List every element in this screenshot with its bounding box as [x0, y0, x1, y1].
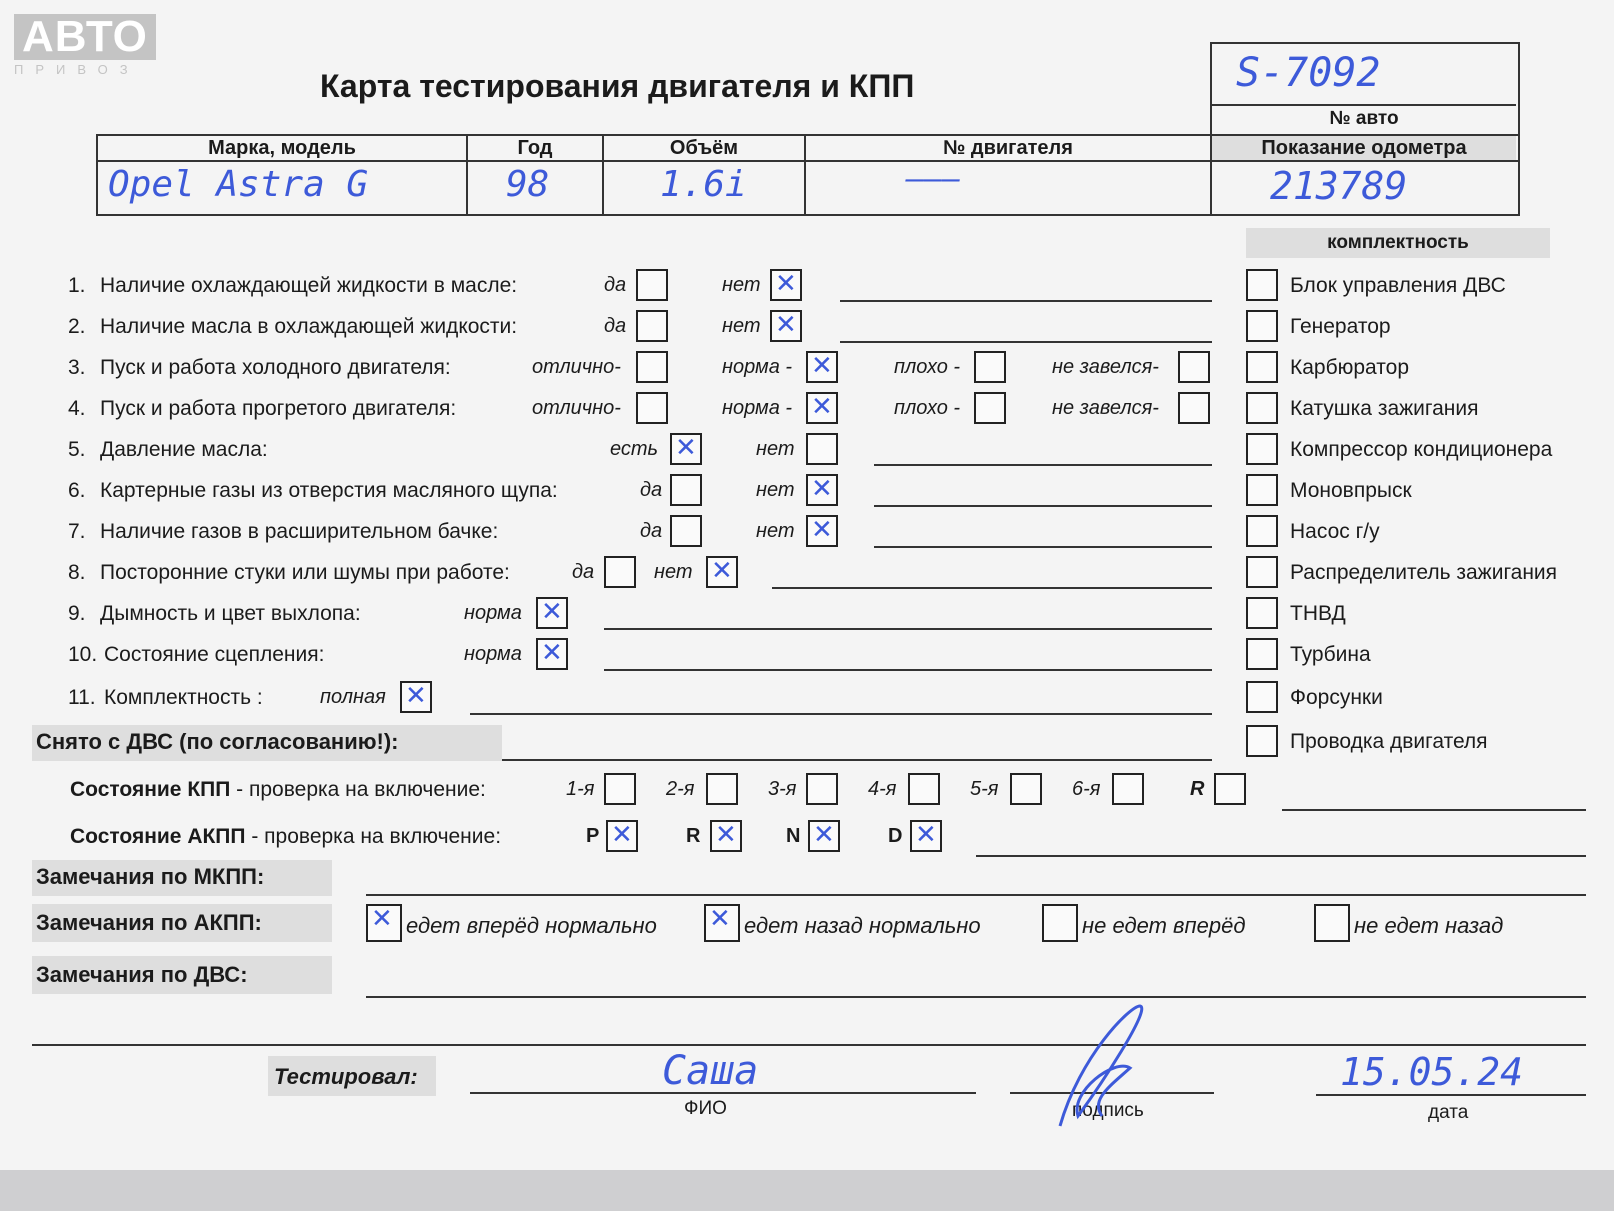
option-checkbox[interactable]	[806, 351, 838, 383]
car-number-label: № авто	[1329, 108, 1399, 129]
gear-checkbox[interactable]	[806, 773, 838, 805]
date-line	[1316, 1094, 1586, 1096]
col-odometer: Показание одометра	[1261, 137, 1467, 159]
item-number: 2.	[68, 315, 86, 338]
akpp-mode-label: R	[686, 825, 701, 847]
item-label: Комплектность :	[104, 686, 263, 709]
kompl-checkbox[interactable]	[1246, 638, 1278, 670]
kompl-item: Форсунки	[1290, 686, 1383, 709]
option-label: нет	[722, 274, 761, 296]
option-label: отлично-	[532, 356, 621, 378]
remark-line	[366, 894, 1586, 896]
fio-label: ФИО	[684, 1098, 727, 1119]
option-checkbox[interactable]	[536, 597, 568, 629]
akpp-mode-checkbox[interactable]	[808, 820, 840, 852]
kompl-checkbox[interactable]	[1246, 269, 1278, 301]
avtoprivoz-logo	[14, 14, 156, 77]
kpp-label	[70, 778, 486, 802]
signature-label: подпись	[1072, 1100, 1144, 1121]
remark-line	[840, 341, 1212, 343]
option-label: да	[640, 520, 663, 542]
gear-checkbox[interactable]	[1010, 773, 1042, 805]
remark-line	[874, 464, 1212, 466]
option-label: нет	[654, 561, 693, 583]
kompl-checkbox[interactable]	[1246, 681, 1278, 713]
option-label: не завелся-	[1052, 397, 1159, 419]
option-label: плохо -	[894, 356, 961, 378]
option-label: нет	[756, 438, 795, 460]
akpp-mode-label: P	[586, 825, 600, 847]
kompl-item: Блок управления ДВС	[1290, 274, 1506, 297]
option-checkbox[interactable]	[400, 681, 432, 713]
kompl-checkbox[interactable]	[1246, 310, 1278, 342]
option-checkbox[interactable]	[806, 474, 838, 506]
remark-line	[976, 855, 1586, 857]
gear-checkbox[interactable]	[1112, 773, 1144, 805]
logo-sub-text: ПРИВОЗ	[14, 62, 140, 77]
logo-main-text: АВТО	[14, 14, 156, 60]
akpp-remark-label: не едет назад	[1354, 913, 1504, 938]
removed-label: Снято с ДВС (по согласованию!):	[36, 729, 399, 754]
item-number: 9.	[68, 602, 86, 625]
kompl-checkbox[interactable]	[1246, 474, 1278, 506]
akpp-mode-checkbox[interactable]	[710, 820, 742, 852]
remark-line	[366, 996, 1586, 998]
option-label: норма -	[722, 356, 793, 378]
item-label: Наличие масла в охлаждающей жидкости:	[100, 315, 518, 338]
page-title: Карта тестирования двигателя и КПП	[320, 68, 915, 104]
option-label: есть	[610, 438, 659, 460]
year-value: 98	[506, 164, 550, 205]
option-label: да	[604, 315, 627, 337]
gear-label: 6-я	[1072, 778, 1101, 800]
option-checkbox[interactable]	[670, 515, 702, 547]
item-label: Состояние сцепления:	[104, 643, 325, 666]
kompl-checkbox[interactable]	[1246, 597, 1278, 629]
option-checkbox[interactable]	[806, 433, 838, 465]
fio-line	[470, 1092, 976, 1094]
kompl-checkbox[interactable]	[1246, 392, 1278, 424]
kompl-checkbox[interactable]	[1246, 725, 1278, 757]
option-label: полная	[320, 686, 386, 708]
option-checkbox[interactable]	[974, 392, 1006, 424]
item-number: 11.	[68, 686, 96, 709]
option-label: отлично-	[532, 397, 621, 419]
remark-line	[604, 669, 1212, 671]
odometer-value: 213789	[1270, 164, 1408, 208]
akpp-label-bold: Состояние АКПП	[70, 825, 246, 848]
kompl-checkbox[interactable]	[1246, 433, 1278, 465]
gear-label: 5-я	[970, 778, 999, 800]
date-value: 15.05.24	[1340, 1050, 1524, 1094]
item-number: 4.	[68, 397, 86, 420]
option-label: да	[604, 274, 627, 296]
akpp-remark-label: не едет вперёд	[1082, 913, 1246, 938]
akpp-mode-label: D	[888, 825, 903, 847]
option-label: нет	[722, 315, 761, 337]
option-checkbox[interactable]	[706, 556, 738, 588]
signature-scribble	[1040, 996, 1150, 1136]
item-number: 6.	[68, 479, 86, 502]
option-checkbox[interactable]	[636, 269, 668, 301]
kompl-checkbox[interactable]	[1246, 351, 1278, 383]
akpp-mode-label: N	[786, 825, 801, 847]
option-label: не завелся-	[1052, 356, 1159, 378]
gear-label: 4-я	[868, 778, 897, 800]
brand-value: Opel Astra G	[108, 164, 369, 205]
kompl-item: Моновпрыск	[1290, 479, 1412, 502]
gear-checkbox[interactable]	[908, 773, 940, 805]
tester-name: Саша	[662, 1048, 759, 1094]
kompl-checkbox[interactable]	[1246, 515, 1278, 547]
remark-line	[874, 546, 1212, 548]
kompl-item: Распределитель зажигания	[1290, 561, 1558, 584]
option-checkbox[interactable]	[1178, 392, 1210, 424]
remark-line	[604, 628, 1212, 630]
item-label: Наличие газов в расширительном бачке:	[100, 520, 499, 543]
option-label: норма	[464, 602, 522, 624]
remark-line	[32, 1044, 1586, 1046]
remarks-dvs-label: Замечания по ДВС:	[36, 962, 248, 987]
option-label: нет	[756, 520, 795, 542]
kpp-label-bold: Состояние КПП	[70, 778, 231, 801]
kompl-item: Генератор	[1290, 315, 1391, 338]
akpp-remark-label: едет вперёд нормально	[406, 913, 657, 938]
kompl-title: комплектность	[1327, 232, 1469, 253]
col-brand: Марка, модель	[208, 137, 356, 159]
kompl-item: Турбина	[1290, 643, 1371, 666]
col-volume: Объём	[669, 137, 739, 159]
akpp-label-rest: - проверка на включение:	[245, 825, 502, 848]
option-checkbox[interactable]	[604, 556, 636, 588]
divider	[1210, 104, 1516, 106]
option-checkbox[interactable]	[770, 310, 802, 342]
akpp-remark-checkbox[interactable]	[1314, 904, 1350, 942]
kompl-item: Карбюратор	[1290, 356, 1410, 379]
item-label: Картерные газы из отверстия масляного щупа:	[100, 479, 558, 502]
akpp-mode-checkbox[interactable]	[910, 820, 942, 852]
gear-label: 3-я	[768, 778, 797, 800]
kpp-label-rest: - проверка на включение:	[230, 778, 486, 801]
remark-line	[840, 300, 1212, 302]
engine-no-value: ———	[906, 162, 961, 197]
akpp-remark-checkbox[interactable]	[704, 904, 740, 942]
kompl-item: ТНВД	[1290, 602, 1346, 625]
item-number: 8.	[68, 561, 86, 584]
item-label: Дымность и цвет выхлопа:	[100, 602, 361, 625]
akpp-remark-checkbox[interactable]	[366, 904, 402, 942]
gear-label: 1-я	[566, 778, 595, 800]
gear-label: 2-я	[666, 778, 695, 800]
option-checkbox[interactable]	[670, 433, 702, 465]
item-number: 1.	[68, 274, 86, 297]
kompl-item: Насос г/у	[1290, 520, 1380, 543]
option-label: норма -	[722, 397, 793, 419]
car-number-value: S-7092	[1236, 50, 1381, 96]
date-label: дата	[1428, 1102, 1469, 1123]
remark-line	[502, 759, 1212, 761]
akpp-mode-checkbox[interactable]	[606, 820, 638, 852]
divider	[96, 160, 1516, 162]
kompl-item: Компрессор кондиционера	[1290, 438, 1553, 461]
option-checkbox[interactable]	[636, 310, 668, 342]
akpp-label	[70, 825, 501, 849]
remark-line	[874, 505, 1212, 507]
option-checkbox[interactable]	[806, 392, 838, 424]
gear-checkbox[interactable]	[1214, 773, 1246, 805]
item-number: 3.	[68, 356, 86, 379]
option-checkbox[interactable]	[670, 474, 702, 506]
remarks-akpp-label: Замечания по АКПП:	[36, 910, 262, 935]
tested-label: Тестировал:	[274, 1064, 418, 1089]
option-checkbox[interactable]	[636, 351, 668, 383]
option-checkbox[interactable]	[770, 269, 802, 301]
item-label: Пуск и работа прогретого двигателя:	[100, 397, 457, 420]
remark-line	[470, 713, 1212, 715]
remark-line	[772, 587, 1212, 589]
option-checkbox[interactable]	[974, 351, 1006, 383]
gear-label: R	[1190, 778, 1205, 800]
option-checkbox[interactable]	[1178, 351, 1210, 383]
akpp-remark-label: едет назад нормально	[744, 913, 981, 938]
item-number: 5.	[68, 438, 86, 461]
option-checkbox[interactable]	[806, 515, 838, 547]
kompl-checkbox[interactable]	[1246, 556, 1278, 588]
col-engine-no: № двигателя	[943, 137, 1073, 159]
option-checkbox[interactable]	[536, 638, 568, 670]
option-label: нет	[756, 479, 795, 501]
col-year: Год	[517, 137, 553, 159]
option-label: да	[640, 479, 663, 501]
akpp-remark-checkbox[interactable]	[1042, 904, 1078, 942]
item-number: 7.	[68, 520, 86, 543]
volume-value: 1.6i	[660, 164, 747, 205]
option-checkbox[interactable]	[636, 392, 668, 424]
item-label: Посторонние стуки или шумы при работе:	[100, 561, 510, 584]
item-label: Наличие охлаждающей жидкости в масле:	[100, 274, 518, 297]
item-number: 10.	[68, 643, 98, 666]
remarks-mkpp-label: Замечания по МКПП:	[36, 864, 265, 889]
option-label: плохо -	[894, 397, 961, 419]
item-label: Пуск и работа холодного двигателя:	[100, 356, 451, 379]
gear-checkbox[interactable]	[706, 773, 738, 805]
option-label: да	[572, 561, 595, 583]
option-label: норма	[464, 643, 522, 665]
kompl-item: Проводка двигателя	[1290, 730, 1488, 753]
kompl-item: Катушка зажигания	[1290, 397, 1479, 420]
remark-line	[1282, 809, 1586, 811]
gear-checkbox[interactable]	[604, 773, 636, 805]
item-label: Давление масла:	[100, 438, 268, 461]
